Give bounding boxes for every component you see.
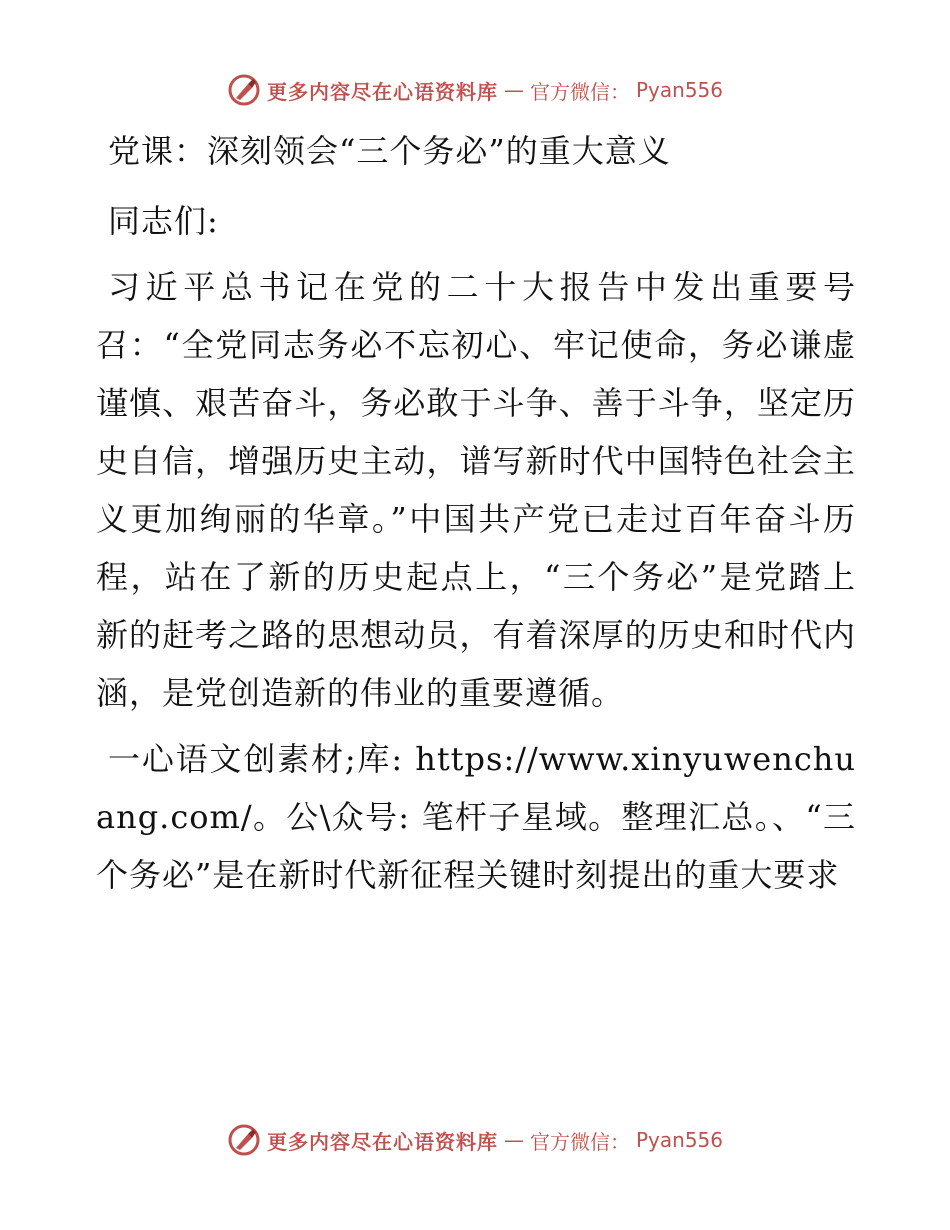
pen-nib-logo-icon — [227, 1123, 261, 1157]
header-watermark-banner — [0, 70, 950, 110]
watermark-wechat-id: Pyan556 — [635, 78, 723, 102]
footer-watermark-banner — [0, 1120, 950, 1160]
document-title: 党课：深刻领会“三个务必”的重大意义 — [108, 132, 671, 170]
watermark-separator: — — [503, 1128, 524, 1152]
pen-nib-logo-icon — [227, 73, 261, 107]
watermark-separator: — — [503, 78, 524, 102]
watermark-site-text: 更多内容尽在心语资料库 — [266, 79, 498, 104]
paragraph-source-note: 一心语文创素材;库: https://www.xinyuwenchuang.com/。公\众号: 笔杆子星域。整理汇总。、“三个务必”是在新时代新征程关键时刻提出的重大要求 — [96, 740, 856, 894]
watermark-wechat-label: 官方微信： — [529, 1129, 630, 1154]
watermark-wechat-id: Pyan556 — [635, 1128, 723, 1152]
watermark-site-text: 更多内容尽在心语资料库 — [266, 1129, 498, 1154]
paragraph-intro: 习近平总书记在党的二十大报告中发出重要号召：“全党同志务必不忘初心、牢记使命，务必谦虚谨慎、艰苦奋斗，务必敢于斗争、善于斗争，坚定历史自信，增强历史主动，谱写新时代中国特色社会主义更加绚丽的华章。”中国共产党已走过百年奋斗历程，站在了新的历史起点上，“三个务必”是党踏上新的赶考之路的思想动员，有着深厚的历史和时代内涵，是党创造新的伟业的重要遵循。 — [96, 268, 856, 712]
salutation: 同志们: — [108, 202, 219, 240]
watermark-wechat-label: 官方微信： — [529, 79, 630, 104]
document-body — [96, 122, 856, 912]
